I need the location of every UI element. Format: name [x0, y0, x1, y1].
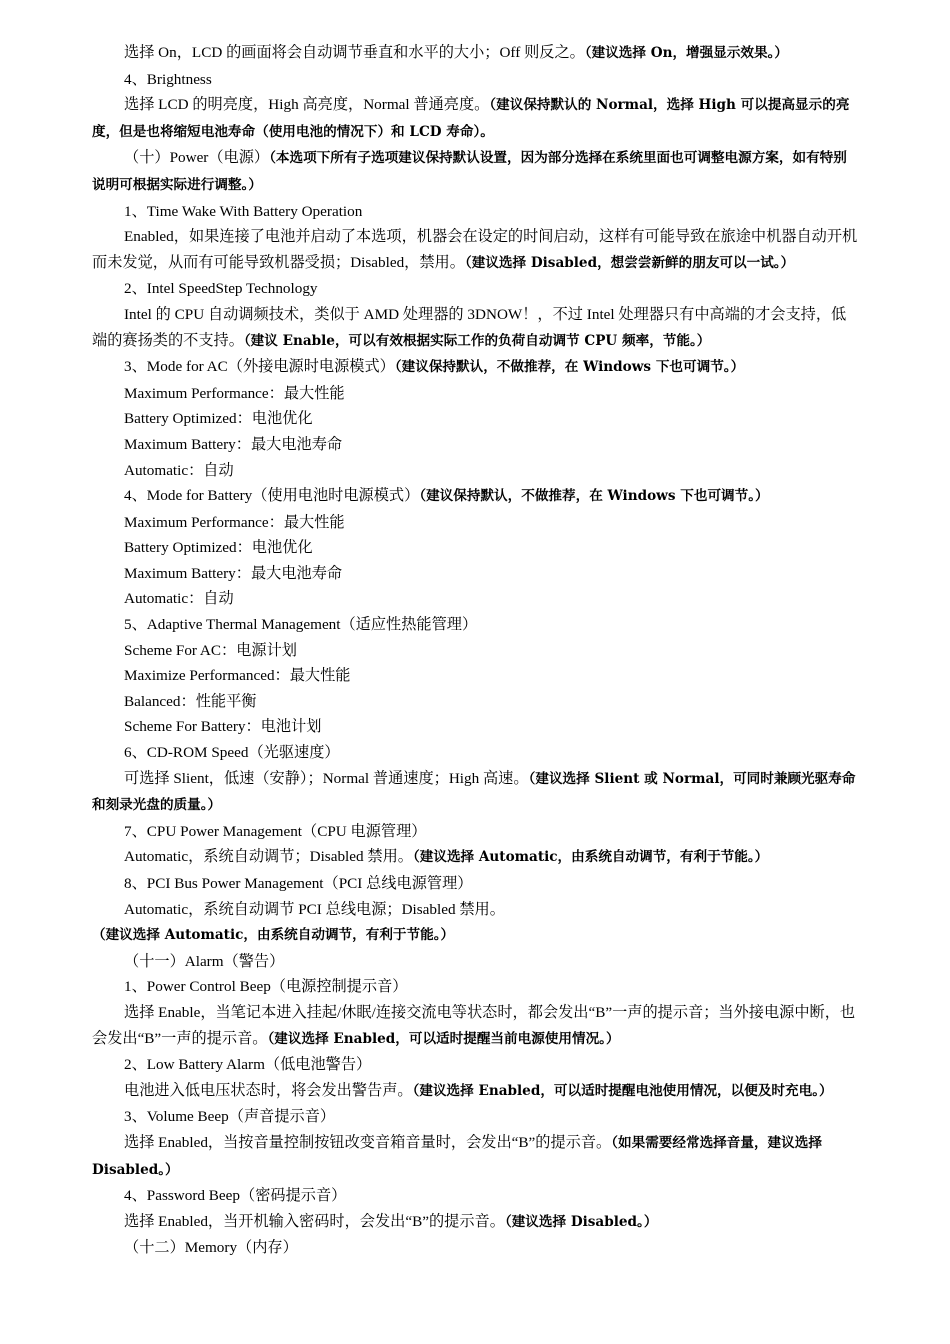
section-heading: 2、Intel SpeedStep Technology: [124, 280, 318, 298]
option-line: Automatic：自动: [124, 461, 234, 479]
paragraph: Automatic，系统自动调节；Disabled 禁用。（建议选择 Automatic，由系统自动调节，有利于节能。）: [124, 848, 769, 866]
section-heading: 1、Power Control Beep（电源控制提示音）: [124, 978, 408, 996]
section-heading: 3、Mode for AC（外接电源时电源模式）（建议保持默认，不做推荐，在 Windows 下也可调节。）: [124, 358, 745, 376]
option-line: Scheme For Battery：电池计划: [124, 718, 322, 736]
paragraph: 选择 On，LCD 的画面将会自动调节垂直和水平的大小；Off 则反之。（建议选择 On，增强显示效果。）: [124, 44, 788, 61]
section-heading: 1、Time Wake With Battery Operation: [124, 202, 363, 220]
option-line: Maximum Battery：最大电池寿命: [124, 435, 343, 453]
section-heading: 3、Volume Beep（声音提示音）: [124, 1108, 336, 1126]
option-line: Maximize Performanced：最大性能: [124, 667, 351, 685]
section-heading: 8、PCI Bus Power Management（PCI 总线电源管理）: [124, 875, 473, 892]
option-line: Automatic：自动: [124, 590, 234, 608]
section-heading: 4、Brightness: [124, 70, 212, 88]
paragraph: 选择 Enabled，当开机输入密码时，会发出“B”的提示音。（建议选择 Disabled。）: [124, 1212, 658, 1230]
paragraph: Automatic，系统自动调节 PCI 总线电源；Disabled 禁用。（建议选择 Automatic，由系统自动调节，有利于节能。）: [92, 900, 505, 944]
section-heading: 7、CPU Power Management（CPU 电源管理）: [124, 822, 427, 840]
section-heading: 2、Low Battery Alarm（低电池警告）: [124, 1056, 372, 1074]
paragraph: Intel 的 CPU 自动调频技术，类似于 AMD 处理器的 3DNOW！，不过 Intel 处理器只有中高端的才会支持，低端的赛扬类的不支持。（建议 Enable，可以有效根据实际工作的负荷自动调节 CPU 频率，节能。）: [92, 305, 847, 349]
option-line: Maximum Performance：最大性能: [124, 384, 345, 402]
paragraph: 电池进入低电压状态时，将会发出警告声。（建议选择 Enabled，可以适时提醒电池使用情况，以便及时充电。）: [124, 1081, 833, 1099]
section-heading: 4、Password Beep（密码提示音）: [124, 1187, 347, 1205]
document-body: [92, 40, 860, 1261]
option-line: Battery Optimized：电池优化: [124, 410, 313, 428]
section-heading: 4、Mode for Battery（使用电池时电源模式）（建议保持默认，不做推荐，在 Windows 下也可调节。）: [124, 487, 769, 505]
chapter-heading: （十二）Memory（内存）: [124, 1239, 298, 1257]
paragraph: 选择 Enabled，当按音量控制按钮改变音箱音量时，会发出“B”的提示音。（如果需要经常选择音量，建议选择 Disabled。）: [92, 1133, 822, 1178]
option-line: Maximum Battery：最大电池寿命: [124, 564, 343, 582]
section-heading: 6、CD-ROM Speed（光驱速度）: [124, 744, 340, 762]
option-line: Balanced：性能平衡: [124, 692, 257, 710]
paragraph: Enabled，如果连接了电池并启动了本选项，机器会在设定的时间启动，这样有可能导致在旅途中机器自动开机而未发觉，从而有可能导致机器受损；Disabled，禁用。（建议选择 Disabled，想尝尝新鲜的朋友可以一试。）: [92, 228, 858, 271]
paragraph: 选择 LCD 的明亮度，High 高亮度，Normal 普通亮度。（建议保持默认的 Normal，选择 High 可以提高显示的亮度，但是也将缩短电池寿命（使用电池的情况下）和 LCD 寿命）。: [92, 96, 850, 140]
chapter-heading: （十一）Alarm（警告）: [124, 952, 285, 970]
section-heading: 5、Adaptive Thermal Management（适应性热能管理）: [124, 616, 478, 634]
paragraph: 可选择 Slient，低速（安静）；Normal 普通速度；High 高速。（建议选择 Slient 或 Normal，可同时兼顾光驱寿命和刻录光盘的质量。）: [92, 769, 856, 814]
option-line: Maximum Performance：最大性能: [124, 513, 345, 531]
option-line: Scheme For AC：电源计划: [124, 641, 297, 659]
option-line: Battery Optimized：电池优化: [124, 539, 313, 557]
chapter-heading: （十）Power（电源）（本选项下所有子选项建议保持默认设置，因为部分选择在系统里面也可调整电源方案，如有特别说明可根据实际进行调整。）: [92, 149, 847, 193]
paragraph: 选择 Enable，当笔记本进入挂起/休眠/连接交流电等状态时，都会发出“B”一声的提示音；当外接电源中断，也会发出“B”一声的提示音。（建议选择 Enabled，可以适时提醒当前电源使用情况。）: [92, 1003, 856, 1047]
